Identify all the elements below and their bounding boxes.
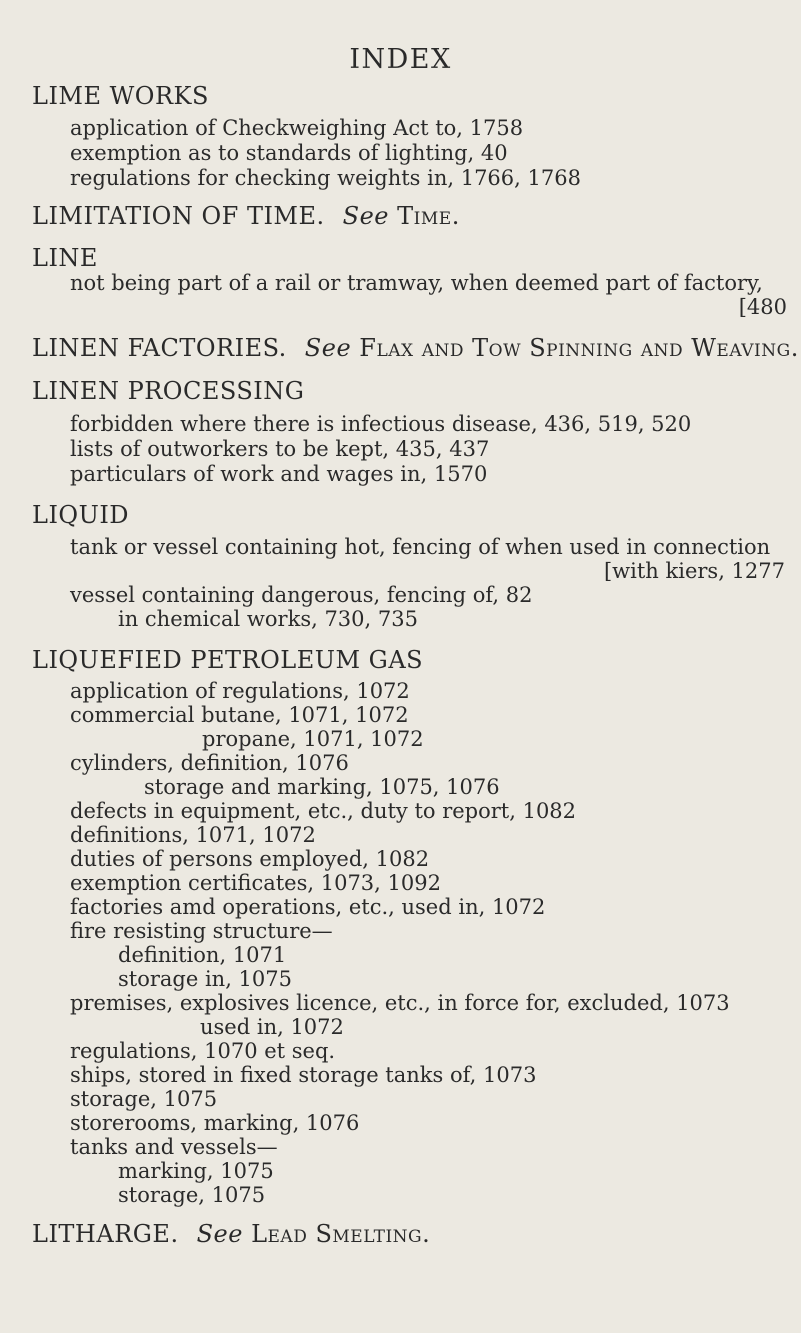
cross-reference: Time.	[397, 202, 460, 230]
subentry: regulations for checking weights in, 1766, 1768	[70, 166, 581, 190]
subentry: definitions, 1071, 1072	[70, 823, 316, 847]
subentry-nested: in chemical works, 730, 735	[118, 607, 418, 631]
heading-text: LIMITATION OF TIME.	[32, 202, 325, 230]
subentry: particulars of work and wages in, 1570	[70, 462, 488, 486]
subentry: commercial butane, 1071, 1072	[70, 703, 409, 727]
subentry: not being part of a rail or tramway, when deemed part of factory,	[70, 271, 763, 295]
heading-lime-works: LIME WORKS	[32, 82, 209, 110]
subentry-nested: marking, 1075	[118, 1159, 274, 1183]
subentry: cylinders, definition, 1076	[70, 751, 349, 775]
subentry: factories amd operations, etc., used in, 1072	[70, 895, 546, 919]
heading-text: LINEN FACTORIES.	[32, 334, 287, 362]
heading-liquefied-petroleum-gas: LIQUEFIED PETROLEUM GAS	[32, 646, 424, 674]
subentry: lists of outworkers to be kept, 435, 437	[70, 437, 490, 461]
subentry-nested: storage and marking, 1075, 1076	[144, 775, 500, 799]
heading-line: LINE	[32, 244, 98, 272]
subentry-nested: storage, 1075	[118, 1183, 266, 1207]
heading-text: LITHARGE.	[32, 1220, 179, 1248]
subentry: premises, explosives licence, etc., in force for, excluded, 1073	[70, 991, 730, 1015]
cross-reference: Flax and Tow Spinning and Weaving.	[359, 334, 799, 362]
subentry: forbidden where there is infectious disease, 436, 519, 520	[70, 412, 692, 436]
cross-reference: Lead Smelting.	[251, 1220, 431, 1248]
subentry: defects in equipment, etc., duty to report, 1082	[70, 799, 577, 823]
subentry: storerooms, marking, 1076	[70, 1111, 360, 1135]
see-label: See	[304, 334, 352, 362]
subentry-nested: propane, 1071, 1072	[202, 727, 424, 751]
heading-linen-factories	[32, 334, 799, 362]
subentry: exemption as to standards of lighting, 40	[70, 141, 508, 165]
see-label: See	[196, 1220, 243, 1248]
heading-limitation-of-time	[32, 202, 460, 230]
see-label: See	[342, 202, 390, 230]
subentry: regulations, 1070 et seq.	[70, 1039, 336, 1063]
subentry: storage, 1075	[70, 1087, 218, 1111]
subentry: duties of persons employed, 1082	[70, 847, 430, 871]
subentry: fire resisting structure—	[70, 919, 333, 943]
subentry-continuation: [480	[738, 295, 787, 319]
subentry: ships, stored in fixed storage tanks of, 1073	[70, 1063, 537, 1087]
subentry: vessel containing dangerous, fencing of, 82	[70, 583, 533, 607]
subentry: application of Checkweighing Act to, 1758	[70, 116, 524, 140]
heading-liquid: LIQUID	[32, 501, 130, 529]
subentry: application of regulations, 1072	[70, 679, 410, 703]
subentry: tank or vessel containing hot, fencing of when used in connection	[70, 535, 771, 559]
subentry-nested: used in, 1072	[200, 1015, 344, 1039]
subentry: tanks and vessels—	[70, 1135, 278, 1159]
heading-litharge	[32, 1220, 430, 1248]
subentry-continuation: [with kiers, 1277	[603, 559, 785, 583]
subentry: exemption certificates, 1073, 1092	[70, 871, 441, 895]
subentry-nested: storage in, 1075	[118, 967, 292, 991]
heading-linen-processing: LINEN PROCESSING	[32, 377, 305, 405]
page-title: INDEX	[349, 44, 452, 75]
subentry-nested: definition, 1071	[118, 943, 287, 967]
